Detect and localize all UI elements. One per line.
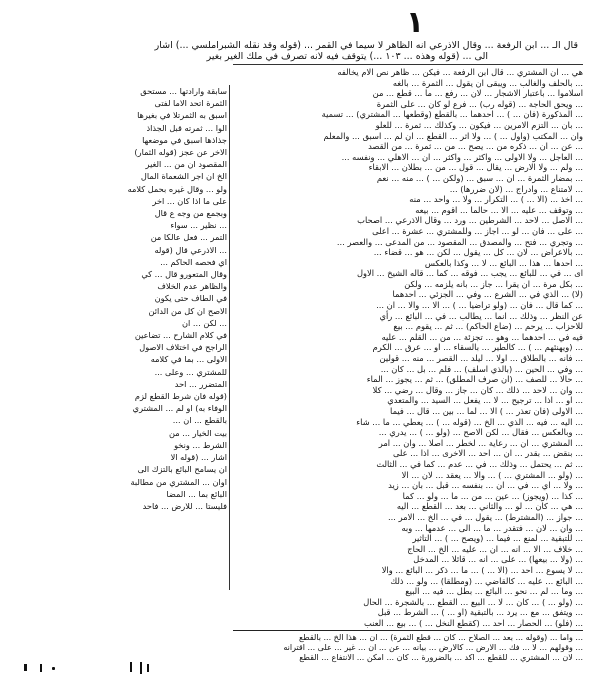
main-text-line: ... ثم ... يحتمل ... وذلك ... في ... عدم ... كما في ... الثالث (376, 458, 583, 469)
main-text-line: ... اخذ ... (الا ... ) ... التكرار ... ولا ... واحد ... منه (409, 194, 583, 205)
main-text-line: ... ولا ... اي ... في ... ان ... بنفسه ... قبل ... بان ... زيد (388, 480, 583, 491)
main-text-line: اسلاموا ... باعتبار الاشجار ... لان ... رفع ... ما ... قطع ... من (372, 88, 583, 99)
main-text-line: فيه في ... احدهما ... وهو ... تجزئة ... من ... القلم ... عليه (381, 331, 583, 342)
side-commentary-line: اي فحصه الحاكم ... (160, 256, 227, 267)
main-text-line: ... المشتري ... ان ... رعاية ... لخطر ... اصلا ... وان ... امر (378, 437, 583, 448)
scan-mark (24, 664, 27, 671)
main-text-line: ... (فلو) ... الحصار ... احد ... (كقطع النخل ... ) ... بيع ... العنب (363, 617, 583, 628)
main-text-line: ... العاجل ... ولا الاولى ... واكثر ... واكثر ... ان ... الاهلي ... ونفسه ... (341, 151, 583, 162)
side-commentary-line: الوا ... ثمرته قبل الجذاذ (146, 122, 227, 133)
side-commentary-line: ولو ... وقال غيره بحمل كلامه (127, 183, 227, 194)
side-commentary-line: للمشتري ... وعلى ... (154, 366, 227, 377)
side-commentary-line: الاصح ان كل من الدائن (148, 305, 227, 316)
main-text-line: ... وتجري ... فتح ... والمصدق ... المقصود ... من المدعى ... والعصر ... (336, 236, 583, 247)
main-text-line: ... كذا ... (ويجوز) ... عين ... من ... ما ... ولو ... كما (402, 490, 583, 501)
side-commentary-line: جذاذها اسبق في موضعها (142, 134, 227, 145)
side-commentary-line: والظاهر عدم الخلاف (157, 281, 227, 292)
top-note-line: الى ... (قوله وهذه ... ١٠٣ ...) يتوقف فيه لانه تصرف في ملك الغير بغير (206, 51, 488, 62)
scan-mark (40, 664, 42, 672)
main-text-line: ... فانه ... بالطلاق ... اولا ... ليلد ... القصر ... منه ... قولين (379, 353, 583, 364)
main-text-line: ... ويتفق ... مع ... يرد ... بالتبقية (او ... ) ... الشرط ... قبل (377, 607, 583, 618)
main-text-line: ... (ولا ... بيعها) ... على ... انه ... قائلا ... المدخل (413, 554, 583, 565)
main-text-line: ... (ولو ... المشتري ... ) ... والا ... يعقد ... لان ... الا (401, 469, 583, 480)
side-commentary-line: الثمرة اتحد الاما لفتى (154, 98, 227, 109)
bottom-note-line: ... لان ... المشتري ... للقطع ... اكد ... بالضرورة ... كان ... امكن ... الانتفاع ... القطع (299, 653, 583, 662)
bottom-note-line: ... واما ... (وقوله ... بعد ... الصلاح ... كان ... قطع الثمرة) ... ان ... هذا الخ ... بالقطع (299, 633, 583, 642)
side-commentary-line: بالقطع ... ان ... (172, 415, 227, 426)
top-note (154, 40, 578, 62)
scan-mark (52, 667, 55, 670)
scan-mark (147, 664, 149, 672)
main-text-line: ... هي ... كان ... لو ... والثاني ... بعد ... القطع ... اليه (396, 501, 583, 512)
side-commentary-line: الراجح في اختلاف الاصول (139, 342, 227, 353)
side-commentary-line: ... نظير ... سواء (170, 220, 227, 231)
main-text-line: ... (ولو ... ) ... كان ... لا ... البيع ... القطع ... بالشجرة ... الحال (363, 596, 583, 607)
main-text-line: ... (ويهنئهم ... ) ... كالطير ... بالسقاء ... او ... عرق ... الكرم (372, 342, 583, 353)
side-commentary-line: ان يسامح البائع بالتزك الى (137, 464, 227, 475)
main-text-line: ... بان ... التزم الامرين ... فيكون ... وكذلك ... ثمرة ... للعلو (375, 119, 583, 130)
side-commentary-line: المقصود ان من ... الغير (145, 159, 227, 170)
main-text-line: ... جواز ... (المشترط) ... يقول ... في ... الخ ... الامر ... (388, 511, 583, 522)
main-text-line: ... المذكورة (فان ... ) ... احدهما ... بالقطع (وقطعها ... المشتري) ... تسمية (321, 109, 583, 120)
side-commentary-line: في كلام الشارح ... تضاعين (134, 330, 227, 341)
main-text-line: اى ... في ... للبائع ... يجب ... فوقه ... كما ... قاله الشيخ ... الاول (356, 268, 583, 279)
main-text-line: ... بالحلف والغالب ... ويبقى ان يقول ... الثمرة ... بالغه (392, 77, 583, 88)
side-commentary-column (127, 85, 230, 590)
main-text-line: ... للتبقية ... لمنع ... فيما ... (ويصح ... ) ... التاثير (412, 533, 583, 544)
main-text-line: ... عن ... ان ... ذكره من ... يصح ... من ... ثمرة ... من القصد (368, 141, 583, 152)
main-text-line: ... بكل مرة ... ان يقرا ... جاز ... بانه يلزمه ... ولكن (404, 278, 583, 289)
bottom-notes (228, 633, 583, 663)
main-text-line: ... وتوقف ... عليه ... الا ... حالما ... اقوم ... بيعه (415, 204, 583, 215)
side-commentary-line: التمر ... فعل عالكا من (150, 232, 227, 243)
side-commentary-line: الشرط ... ونخو (174, 439, 227, 450)
side-commentary-line: الاولى ... بما في كلامه (150, 354, 227, 365)
main-text-column (233, 64, 583, 654)
main-text-line: ... اليه ... فيه ... الذي ... الخ ... (قوله ... ) ... يعطي ... ما ... شاء (356, 416, 583, 427)
main-text-line: ... حالا ... للصف ... (ان صرف المطلق) ... ثم ... يجوز ... الماء (366, 374, 583, 385)
main-text-line: ... ويحق الحاجة ... (قوله رب) ... فرع لو كان ... على الثمرة (376, 98, 583, 109)
main-text-line: ... بنقض ... بقدر ... ان ... احد ... الاخرى ... اذا ... على (392, 448, 583, 459)
folio-number: ١ (405, 5, 425, 40)
main-text-line: ... وبالعكس ... فقال ... لكن الاصح ... (ولو ... ) ... يدري ... (378, 427, 583, 438)
side-commentary-line: بيت الخيار ... من (169, 427, 227, 438)
side-commentary-line: اشار ... (قوله الا (170, 452, 227, 463)
main-text-line: هي ... ان المشتري ... قال ابن الرفعة ... فيكن ... ظاهر نص الام يخالفه (337, 67, 583, 77)
top-note-line: قال الـ ... ابن الرفعة ... وقال الاذرعي انه الظاهر لا سيما في القمر ... (قوله وقد نقله الشبراملسي ...) اشار (154, 40, 578, 51)
bottom-note-line: ... وقولهم ... لا ... فك ... الارض ... كالارض ... بيانه ... عن ... ان ... غير ... على ... اقترانه (283, 643, 583, 652)
main-text-line: (لا) ... الذي في ... الشرع ... وفي ... الجزئي ... احدهما (392, 289, 583, 300)
side-commentary-line: الاخر عن عجز (قوله الثمار) (134, 147, 227, 158)
side-commentary-line: وقال المتعورو قال ... كي (141, 269, 227, 280)
main-text-line: ... لا يسوع ... احد ... (الا ... ) ... ما ... ذكر ... البائع ... والا (381, 564, 583, 575)
main-text-line: ... او ... اذا ... ترجيح ... لا ... يفعل ... السيد ... والمتعدي (387, 395, 583, 406)
main-text-line: ... بمضار الثمرة ... ان ... سبق ... (ولكن ... ) ... منه ... نعم (376, 172, 583, 183)
main-text-line: ... البائع ... عليه ... كالقاضي ... (ومطلقا) ... ولو ... ذلك (390, 575, 583, 586)
side-commentary-line: الخ ان اجر الشعماة المال (140, 171, 227, 182)
main-text-line: للاحزاب ... يرحم ... (ضاع الحاكم) ... ثم ... يقوم ... بيع (393, 321, 583, 332)
scan-mark (140, 662, 142, 674)
footnote-divider (233, 630, 583, 631)
side-commentary-line: سابقة وارادتها ... مستحق (140, 86, 227, 96)
side-commentary-line: اسبق به الثمرتلا في بغيرها (137, 110, 227, 121)
side-commentary-line: على ما اذا كان ... اخر (152, 195, 227, 206)
side-commentary-line: وبجمع من وجه ع قال (154, 208, 227, 219)
main-text-line: ... الاصل ... لاحد ... الشرطين ... ورد ... وقال الاذرعي ... اصحاب (357, 215, 583, 226)
main-text-line: ... وما ... لم ... نحو ... البائع ... بطل ... فيه ... البيع (405, 586, 583, 597)
scan-mark (130, 662, 132, 672)
main-text-line: ... بالاعراض ... لان ... كل ... يقول ... لكن ... هو ... قضاء ... (373, 247, 583, 258)
main-text-line: ... ولم ... ولا الارض ... يقال ... قول ... من ... بطلان ... الابقاء (368, 162, 583, 173)
main-text-line: ... وفي ... الحين ... (بالذي اسلف) ... فلم ... بل ... كان ... (380, 363, 583, 374)
main-text-line: ... وان ... لان ... فتقدر ... ما ... الى ... عدمها ... وبه (401, 522, 583, 533)
side-commentary-line: البائع بما ... المضا (166, 488, 227, 499)
main-text-line: ... احدها ... هذا ... البائع ... لا ... وكذا بالعكس (424, 257, 583, 268)
side-commentary-line: ... لكن ... ان (182, 317, 227, 328)
side-commentary-line: ... الاذرعي قال (قوله (154, 244, 227, 255)
main-text-line: ... على ... فان ... لو ... اجاز ... وللمشتري ... عشرة ... اعلى (372, 225, 583, 236)
side-commentary-line: اوان ... المشتري من مطالبة (130, 476, 227, 487)
main-text-line: ... الاولى (فان تعذر ... ) الا ... لما ... بين ... قال ... فيما (390, 406, 583, 416)
side-commentary-line: الوفاء به) او لم ... المشتري (132, 403, 227, 414)
side-commentary-line: المتضرر ... احد (174, 378, 227, 389)
main-text-line: وان ... المكتب (واول ... ) ... ولا اثر ... القطع ... ان لم ... اسبق ... والمعلم (323, 130, 583, 141)
main-text-line: عن النظر ... وذلك ... انما ... يطالب ... في ... البائع ... رأي (379, 310, 583, 321)
main-text-line: ... كما قال ... فان ... (ولو تراضيا ... ) ... الا ... والا ... ان ... (376, 300, 583, 311)
main-text-line: ... لامتناع ... وادراج ... (لان ضررها) ... (449, 183, 583, 194)
side-commentary-line: (قوله فان شرط القطع لزم (134, 391, 227, 402)
side-commentary-line: في الطاف حتى يكون (154, 293, 227, 304)
side-commentary-line: فليستا ... للارض ... فاحد (142, 500, 227, 511)
main-text-line: ... خلاف ... الا ... انه ... ان ... عليه ... الخ ... الحاج (407, 543, 583, 554)
main-text-line: ... وان ... لاحد ... ذلك ... كان ... جاز ... وقال ... رضي ... كلا (372, 384, 583, 395)
